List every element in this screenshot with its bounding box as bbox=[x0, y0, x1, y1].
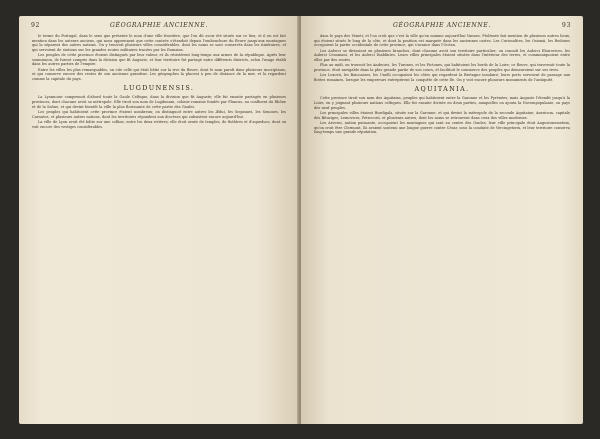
section-title: LUGDUNENSIS. bbox=[123, 84, 195, 93]
paragraph: La ville de Lyon avoit été bâtie sur une colline, entre les deux rivières; elle étoit ornée de temples, de théâtres et d'aqueducs, dont on voit encore des vestiges considérables. bbox=[32, 120, 286, 129]
paragraph: Cette province tiroit son nom des Aquitains, peuples qui habitoient entre la Garonne et les Pyrénées; mais Auguste l'étendit jusqu'à la Loire, en y joignant plusieurs nations celtiques. Elle fut ensuite divisée en deux parties, auxquelles on ajouta la Novempopulanie, ou pays des neuf peuples. bbox=[314, 96, 570, 110]
left-page bbox=[19, 16, 299, 424]
paragraph: Les principales villes étoient Burdigala, située sur la Garonne, et qui devint la métropole de la seconde Aquitaine; Avaricum, capitale des Bituriges; Lemovices, Petrocorii, et plusieurs autres, dont les noms se retrouvent dans ceux des villes modernes. bbox=[314, 111, 570, 120]
left-page-header bbox=[31, 22, 287, 34]
right-page-header bbox=[313, 22, 571, 34]
paragraph: le terme du Portugal, dans le sens que présente le nom d'une ville frontière, que l'on dit avoir été située sur ce lieu; et il en est fait mention dans les auteurs anciens, qui nous apprennent que cette contrée s'étendoit depuis l'embouchure du fleuve jusqu'aux montagnes qui la séparent des autres nations. On y trouvoit plusieurs villes considérables, dont les noms se sont conservés dans les itinéraires, et qui servoient de stations sur les grandes routes militaires tracées par les Romains. bbox=[32, 34, 286, 52]
paragraph: Les peuples de cette province étoient distingués par leur valeur, et ils résistèrent long-temps aux armes de la république. Après leur soumission, ils furent compris dans la division que fit Auguste, et leur territoire fut partagé entre différents districts, selon l'usage établi dans les autres parties de l'empire. bbox=[32, 53, 286, 67]
paragraph: Entre les villes les plus remarquables, on cite celle qui étoit bâtie sur la rive du fleuve, dont le nom paroît dans plusieurs inscriptions, et qui conserve encore des restes de son ancienne grandeur. Les géographes la placent à peu de distance de la mer, et la regardent comme la capitale du pays. bbox=[32, 67, 286, 81]
running-head: GÉOGRAPHIE ANCIENNE. bbox=[110, 22, 208, 29]
paragraph: Les Aulerci se divisoient en plusieurs branches, dont chacune avoit son territoire particulier; on connoît les Aulerci Eburovices, les Aulerci Cenomani, et les Aulerci Diablintes. Leurs villes principales étoient situées dans l'intérieur des terres, et communiquoient entre elles par des routes. bbox=[314, 48, 570, 62]
paragraph: La Lyonnoise comprenoit d'abord toute la Gaule Celtique, dans la division que fit Auguste; elle fut ensuite partagée en plusieurs provinces, dont chacune avoit sa métropole. Elle tiroit son nom de Lugdunum, colonie romaine fondée par Plancus, au confluent du Rhône et de la Saône, et qui devint bientôt la ville la plus florissante de cette partie des Gaules. bbox=[32, 95, 286, 109]
paragraph: Les peuples qui habitoient cette province étoient nombreux; on distinguoit entre autres les Ædui, les Segusiavi, les Senones, les Carnutes, et plusieurs autres nations, dont les territoires répondent aux diocèses qui subsistent encore aujourd'hui. bbox=[32, 110, 286, 119]
section-title: AQUITANIA. bbox=[414, 85, 470, 94]
right-page bbox=[301, 16, 583, 424]
paragraph: dans le pays des Veneti; et l'on croit que c'est la ville qu'on nomme aujourd'hui Vannes. Ptolémée fait mention de plusieurs autres lieux, qui étoient situés le long de la côte, et dont la position est marquée dans les anciennes cartes. Les Curiosolites, les Osismii, les Redones occupoient la partie occidentale de cette province, qui s'avance dans l'Océan. bbox=[314, 34, 570, 48]
running-head: GÉOGRAPHIE ANCIENNE. bbox=[393, 22, 491, 29]
paragraph: Plus au midi, on trouvoit les Andecavi, les Turones, et les Pictones, qui habitoient les bords de la Loire; ce fleuve, qui traversoit toute la province, étoit navigable dans la plus grande partie de son cours, et facilitoit le commerce des peuples qui demeuroient sur ses rives. bbox=[314, 63, 570, 72]
page-number: 93 bbox=[561, 22, 571, 29]
page-number: 92 bbox=[31, 22, 41, 29]
paragraph: Les Arverni, nation puissante, occupoient les montagnes qui sont au centre des Gaules; leur ville principale étoit Augustonemetum, qu'on croit être Clermont. Ils avoient soutenu une longue guerre contre César, sous la conduite de Vercingetorix, et leur territoire conserva long-temps une grande réputation. bbox=[314, 121, 570, 135]
left-page-body bbox=[32, 34, 286, 418]
right-page-body bbox=[314, 34, 570, 418]
paragraph: Les Lexovii, les Baiocasses, les Unelli occupoient les côtes qui regardent la Bretagne insulaire; leurs ports servoient de passage aux flottes romaines, lorsque les empereurs entreprirent la conquête de cette île. On y voit encore plusieurs monuments de l'antiquité. bbox=[314, 73, 570, 82]
